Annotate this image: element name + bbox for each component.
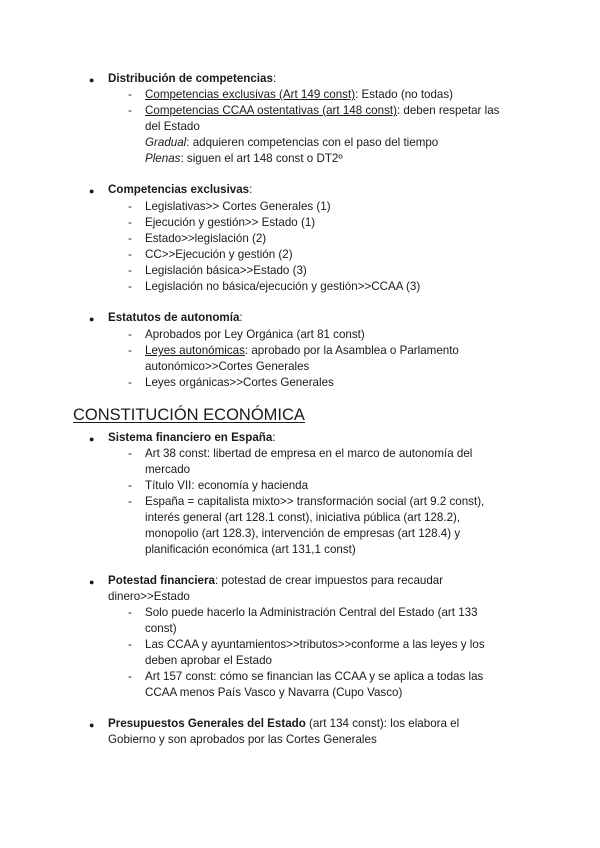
list-item: España = capitalista mixto>> transformación social (art 9.2 const),	[145, 495, 485, 508]
dash-icon: -	[128, 606, 132, 619]
list-item: Título VII: economía y hacienda	[145, 479, 309, 492]
dash-icon: -	[128, 280, 132, 293]
section-heading: CONSTITUCIÓN ECONÓMICA	[73, 406, 305, 424]
section-title-continuation: Gobierno y son aprobados por las Cortes Generales	[108, 733, 377, 746]
list-item-continuation: Plenas: siguen el art 148 const o DT2º	[145, 152, 343, 165]
dash-icon: -	[128, 447, 132, 460]
list-item: Art 157 const: cómo se financian las CCAA y se aplica a todas las	[145, 670, 484, 683]
list-item: Leyes orgánicas>>Cortes Generales	[145, 376, 334, 389]
bullet-icon: ●	[89, 314, 95, 324]
list-item-continuation: Gradual: adquieren competencias con el paso del tiempo	[145, 136, 439, 149]
list-item: Competencias exclusivas (Art 149 const): Estado (no todas)	[145, 88, 454, 101]
list-item: Solo puede hacerlo la Administración Central del Estado (art 133	[145, 606, 478, 619]
list-item-continuation: deben aprobar el Estado	[145, 654, 272, 667]
dash-icon: -	[128, 376, 132, 389]
dash-icon: -	[128, 344, 132, 357]
list-item: Ejecución y gestión>> Estado (1)	[145, 216, 316, 229]
dash-icon: -	[128, 264, 132, 277]
list-item-continuation: interés general (art 128.1 const), iniciativa pública (art 128.2),	[145, 511, 461, 524]
list-item: Legislación no básica/ejecución y gestión>>CCAA (3)	[145, 280, 421, 293]
list-item-continuation: del Estado	[145, 120, 200, 133]
dash-icon: -	[128, 479, 132, 492]
section-title-presupuestos: Presupuestos Generales del Estado (art 134 const): los elabora el	[108, 717, 460, 730]
bullet-icon: ●	[89, 434, 95, 444]
dash-icon: -	[128, 670, 132, 683]
bullet-icon: ●	[89, 577, 95, 587]
dash-icon: -	[128, 638, 132, 651]
list-item: Legislación básica>>Estado (3)	[145, 264, 307, 277]
list-item-continuation: const)	[145, 622, 177, 635]
list-item-continuation: planificación económica (art 131,1 const)	[145, 543, 356, 556]
list-item-continuation: CCAA menos País Vasco y Navarra (Cupo Vasco)	[145, 686, 403, 699]
list-item: Art 38 const: libertad de empresa en el marco de autonomía del	[145, 447, 473, 460]
dash-icon: -	[128, 248, 132, 261]
list-item: Competencias CCAA ostentativas (art 148 const): deben respetar las	[145, 104, 500, 117]
list-item: Leyes autonómicas: aprobado por la Asamblea o Parlamento	[145, 344, 459, 357]
list-item: Las CCAA y ayuntamientos>>tributos>>conforme a las leyes y los	[145, 638, 485, 651]
section-title-exclusivas: Competencias exclusivas:	[108, 183, 253, 196]
section-title-sistema: Sistema financiero en España:	[108, 431, 276, 444]
dash-icon: -	[128, 200, 132, 213]
dash-icon: -	[128, 232, 132, 245]
list-item: Aprobados por Ley Orgánica (art 81 const)	[145, 328, 365, 341]
list-item-continuation: monopolio (art 128.3), intervención de empresas (art 128.4) y	[145, 527, 461, 540]
list-item: Legislativas>> Cortes Generales (1)	[145, 200, 331, 213]
dash-icon: -	[128, 328, 132, 341]
section-title-potestad: Potestad financiera: potestad de crear impuestos para recaudar	[108, 574, 444, 587]
dash-icon: -	[128, 495, 132, 508]
section-title-estatutos: Estatutos de autonomía:	[108, 311, 243, 324]
section-title-distribucion: Distribución de competencias:	[108, 72, 277, 85]
section-title-continuation: dinero>>Estado	[108, 590, 190, 603]
list-item: CC>>Ejecución y gestión (2)	[145, 248, 293, 261]
list-item: Estado>>legislación (2)	[145, 232, 267, 245]
bullet-icon: ●	[89, 720, 95, 730]
dash-icon: -	[128, 88, 132, 101]
dash-icon: -	[128, 104, 132, 117]
bullet-icon: ●	[89, 75, 95, 85]
dash-icon: -	[128, 216, 132, 229]
list-item-continuation: mercado	[145, 463, 191, 476]
bullet-icon: ●	[89, 186, 95, 196]
list-item-continuation: autonómico>>Cortes Generales	[145, 360, 310, 373]
